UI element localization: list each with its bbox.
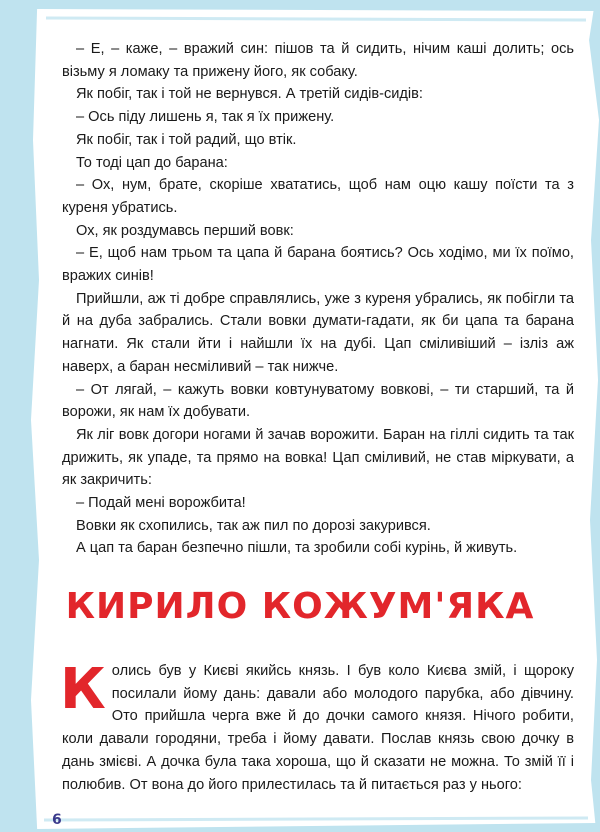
story-text	[62, 38, 574, 560]
paragraph: – Е, щоб нам трьом та цапа й барана боятись? Ось ходімо, ми їх поїмо, вражих синів!	[62, 245, 574, 285]
page-number: 6	[52, 812, 62, 828]
paragraph: Ох, як роздумавсь перший вовк:	[76, 222, 294, 239]
paragraph: Як побіг, так і той не вернувся. А третій сидів-сидів:	[76, 86, 423, 103]
paragraph: То тоді цап до барана:	[76, 154, 228, 171]
tale-text	[60, 657, 574, 796]
paragraph: А цап та баран безпечно пішли, та зробили собі курінь, й живуть.	[76, 540, 518, 557]
paragraph: – Е, – каже, – вражий син: пішов та й сидить, нічим каші долить; ось візьму я ломаку та прижену його, як собаку.	[62, 41, 574, 80]
tale-paragraph	[60, 657, 574, 796]
paragraph: – Ось піду лишень я, так я їх прижену.	[76, 109, 335, 126]
tale-body: олись був у Києві якийсь князь. І був коло Києва змій, і щороку посилали йому дань: давали або молодого парубка, або дівчину. Ото прийшла черга вже й до дочки самого князя. Нічого робити, коли давали городяни, треба і йому давати. Послав князь свою дочку в дань змієві. А дочка була така хороша, що й сказати не можна. То змій її і полюбив. От вона до його прилестилась та й питається раз у нього:	[62, 663, 574, 793]
paragraph: – От лягай, – кажуть вовки ковтунуватому вовкові, – ти старший, та й ворожи, як нам їх добувати.	[62, 381, 574, 421]
paragraph: Вовки як схопились, так аж пил по дорозі закурився.	[76, 517, 431, 534]
paragraph: Прийшли, аж ті добре справлялись, уже з куреня убрались, як побігли та й на дуба забрались. Стали вовки думати-гадати, як би цапа та барана нагнати. Як стали йти і найшли їх на дубі. Цап сміливіший – ізліз аж наверх, а баран несміливий – так нижче.	[62, 290, 574, 375]
paragraph: Як побіг, так і той радий, що втік.	[76, 131, 297, 148]
chapter-title: КИРИЛО КОЖУМ'ЯКА	[65, 586, 535, 627]
paragraph: – Подай мені ворожбита!	[76, 495, 246, 512]
drop-cap: К	[60, 657, 106, 722]
paragraph: Як ліг вовк догори ногами й зачав ворожити. Баран на гіллі сидить та так дрижить, як упаде, та прямо на вовка! Цап сміливий, не став міркувати, а як закричить:	[62, 426, 574, 489]
paragraph: – Ох, нум, брате, скоріше хвататись, щоб нам оцю кашу поїсти та з куреня убратись.	[62, 177, 574, 216]
